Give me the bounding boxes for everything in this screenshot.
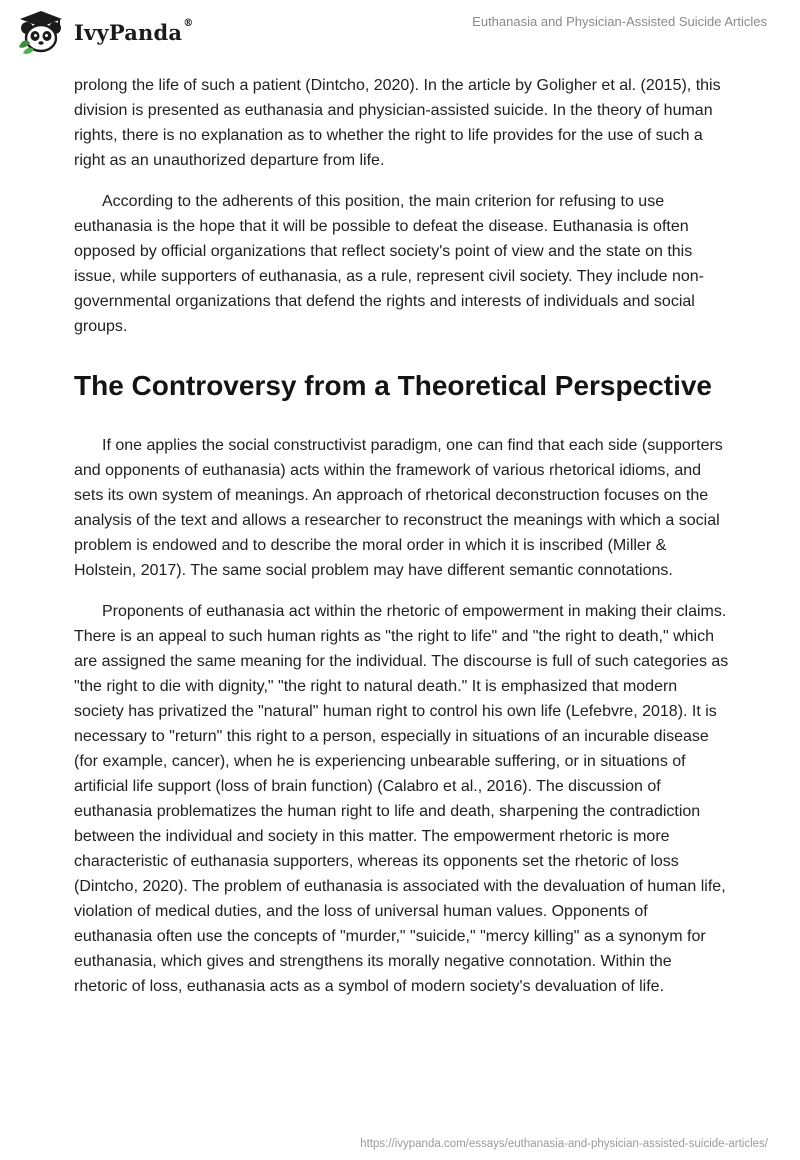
paragraph: According to the adherents of this position, the main criterion for refusing to use euthanasia is the hope that it will be possible to defeat the disease. Euthanasia is often opposed by official organizations that reflect society's point of view and the state on this issue, while supporters of euthanasia, as a rule, represent civil society. They include non-governmental organizations that defend the rights and interests of individuals and social groups. bbox=[74, 193, 704, 335]
page-header bbox=[0, 0, 800, 64]
paragraph: Proponents of euthanasia act within the rhetoric of empowerment in making their claims. There is an appeal to such human rights as "the right to life" and "the right to death," which are assigned the same meaning for the individual. The discourse is full of such categories as "the right to die with dignity," "the right to natural death." It is emphasized that modern society has privatized the "natural" human right to control his own life (Lefebvre, 2018). It is necessary to "return" this right to a person, especially in situations of an incurable disease (for example, cancer), when he is experiencing unbearable suffering, or in situations of artificial life support (loss of brain function) (Calabro et al., 2016). The discussion of euthanasia problematizes the human right to life and death, sharpening the contradiction between the individual and society in this matter. The empowerment rhetoric is more characteristic of euthanasia supporters, whereas its opponents set the rhetoric of loss (Dintcho, 2020). The problem of euthanasia is associated with the devaluation of human life, violation of medical duties, and the loss of universal human values. Opponents of euthanasia often use the concepts of "murder," "suicide," "mercy killing" as a synonym for euthanasia, which gives and strengthens its morally negative connotation. Within the rhetoric of loss, euthanasia acts as a symbol of modern society's devaluation of life. bbox=[74, 603, 729, 995]
paragraph: If one applies the social constructivist paradigm, one can find that each side (supporters and opponents of euthanasia) acts within the framework of various rhetorical idioms, and sets its own system of meanings. An approach of rhetorical deconstruction focuses on the analysis of the text and allows a researcher to reconstruct the meanings with which a social problem is endowed and to describe the moral order in which it is inscribed (Miller & Holstein, 2017). The same social problem may have different semantic connotations. bbox=[74, 437, 723, 579]
source-url[interactable]: https://ivypanda.com/essays/euthanasia-and-physician-assisted-suicide-articles/ bbox=[360, 1138, 768, 1150]
document-title: Euthanasia and Physician-Assisted Suicide Articles bbox=[472, 14, 767, 29]
paragraph: prolong the life of such a patient (Dintcho, 2020). In the article by Goligher et al. (2015), this division is presented as euthanasia and physician-assisted suicide. In the theory of human rights, there is no explanation as to whether the right to life provides for the use of such a right as an unauthorized departure from life. bbox=[74, 77, 721, 169]
brand-label: IvyPanda bbox=[74, 19, 183, 45]
registered-mark: ® bbox=[183, 17, 194, 29]
brand-name bbox=[74, 17, 194, 45]
panda-graduate-icon bbox=[16, 9, 66, 55]
section-heading: The Controversy from a Theoretical Perspective bbox=[74, 370, 712, 401]
essay-content bbox=[74, 73, 729, 1015]
ivypanda-logo[interactable] bbox=[16, 8, 193, 56]
